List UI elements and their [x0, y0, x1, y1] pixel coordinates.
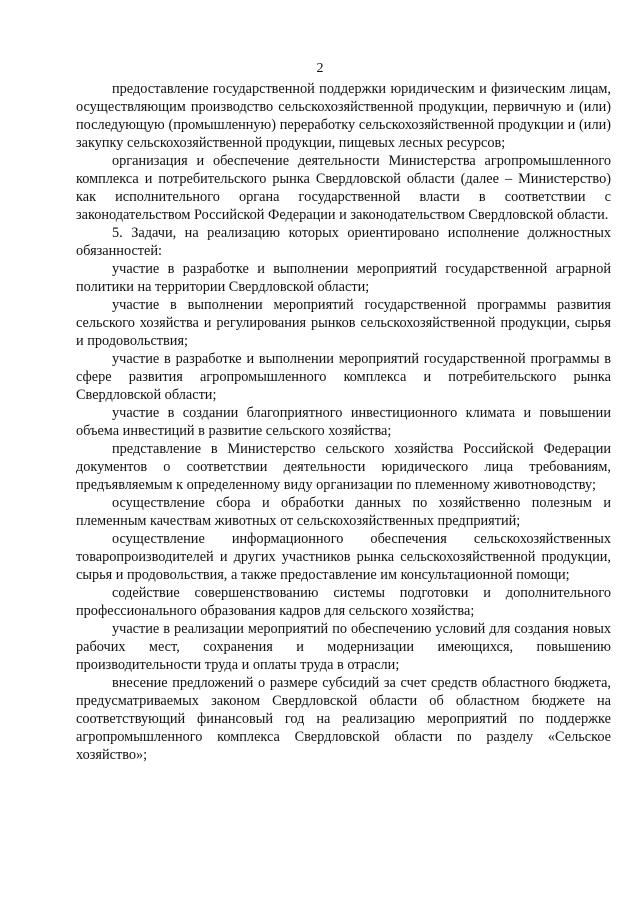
paragraph-agrarian-policy: участие в разработке и выполнении мероприятий государственной аграрной политики на территории Свердловской области;: [76, 261, 611, 295]
paragraph-workplaces: участие в реализации мероприятий по обеспечению условий для создания новых рабочих мест, сохранения и модернизации имеющихся, повышению производительности труда и оплаты труда в отрасли;: [76, 621, 611, 673]
paragraph-breeding-data: осуществление сбора и обработки данных по хозяйственно полезным и племенным качествам животных от сельскохозяйственных предприятий;: [76, 495, 611, 529]
paragraph-agroindustrial-program: участие в разработке и выполнении мероприятий государственной программы в сфере развития агропромышленного комплекса и потребительского рынка Свердловской области;: [76, 351, 611, 403]
paragraph-section-5-tasks: 5. Задачи, на реализацию которых ориентировано исполнение должностных обязанностей:: [76, 225, 611, 259]
paragraph-information-support: осуществление информационного обеспечения сельскохозяйственных товаропроизводителей и других участников рынка сельскохозяйственной продукции, сырья и продовольствия, а также предоставление им консультационной помощи;: [76, 531, 611, 583]
paragraph-state-support: предоставление государственной поддержки юридическим и физическим лицам, осуществляющим производство сельскохозяйственной продукции, первичную и (или) последующую (промышленную) переработку сельскохозяйственной продукции и (или) закупку сельскохозяйственной продукции, пищевых лесных ресурсов;: [76, 81, 611, 151]
paragraph-breeding-documents: представление в Министерство сельского хозяйства Российской Федерации документов о соответствии деятельности юридического лица требованиям, предъявляемым к определенному виду организации по племенному животноводству;: [76, 441, 611, 493]
paragraph-investment-climate: участие в создании благоприятного инвестиционного климата и повышении объема инвестиций в развитие сельского хозяйства;: [76, 405, 611, 439]
page-number: 2: [316, 61, 324, 76]
document-body: [76, 80, 611, 764]
paragraph-subsidies: внесение предложений о размере субсидий за счет средств областного бюджета, предусматриваемых законом Свердловской области об областном бюджете на соответствующий финансовый год на реализацию мероприятий по поддержке агропромышленного комплекса Свердловской области по разделу «Сельское хозяйство»;: [76, 675, 611, 763]
paragraph-agriculture-program: участие в выполнении мероприятий государственной программы развития сельского хозяйства и регулирования рынков сельскохозяйственной продукции, сырья и продовольствия;: [76, 297, 611, 349]
paragraph-ministry-activity: организация и обеспечение деятельности Министерства агропромышленного комплекса и потребительского рынка Свердловской области (далее – Министерство) как исполнительного органа государственной власти в соответствии с законодательством Российской Федерации и законодательством Свердловской области.: [76, 153, 611, 223]
paragraph-personnel-training: содействие совершенствованию системы подготовки и дополнительного профессионального образования кадров для сельского хозяйства;: [76, 585, 611, 619]
